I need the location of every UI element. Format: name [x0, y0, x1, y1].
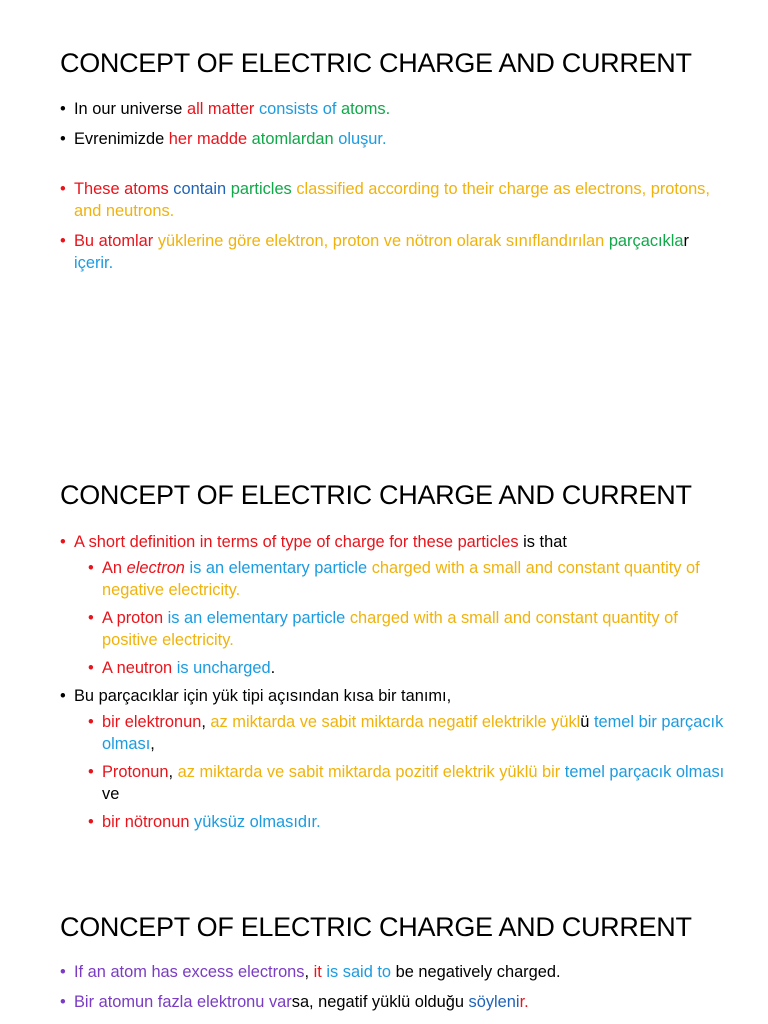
list-item: [60, 961, 728, 983]
bullet-list: [60, 98, 728, 274]
list-item: [60, 531, 728, 553]
list-item: [60, 557, 728, 601]
text-segment: .: [270, 659, 276, 677]
text-segment: temel parçacık olması: [564, 763, 725, 781]
text-segment: az miktarda ve sabit miktarda pozitif elektrik yüklü bir: [177, 763, 565, 781]
text-segment: charged with a small and constant quantity of positive electricity.: [102, 609, 678, 649]
list-item: [60, 991, 728, 1013]
text-segment: consists of: [258, 100, 341, 118]
text-segment: sa, negatif yüklü olduğu: [291, 993, 469, 1011]
text-segment: is an elementary particle: [184, 559, 372, 577]
text-segment: be negatively charged.: [395, 963, 561, 981]
list-item: [60, 685, 728, 707]
text-segment: az miktarda ve sabit miktarda negatif elektrikle yükl: [210, 713, 581, 731]
text-segment: is that: [523, 533, 567, 551]
text-segment: A short definition in terms of type of charge for these particles: [74, 533, 524, 551]
list-item: [60, 178, 728, 222]
list-item: [60, 811, 728, 833]
text-segment: içerir.: [74, 254, 114, 272]
text-segment: ,: [201, 713, 211, 731]
text-segment: contain: [173, 180, 231, 198]
slide-1: [0, 0, 768, 420]
text-segment: Evrenimizde: [74, 130, 169, 148]
text-segment: yüksüz olmasıdır.: [194, 813, 321, 831]
text-segment: parçacıkla: [608, 232, 684, 250]
text-segment: is uncharged: [176, 659, 271, 677]
text-segment: These atoms: [74, 180, 174, 198]
text-segment: is said to: [326, 963, 396, 981]
text-segment: In our universe: [74, 100, 187, 118]
text-segment: oluşur.: [338, 130, 387, 148]
text-segment: classified according to their charge as electrons, protons, and neutrons.: [74, 180, 710, 220]
slide-title: CONCEPT OF ELECTRIC CHARGE AND CURRENT: [60, 912, 692, 942]
text-segment: Bu parçacıklar için yük tipi açısından kısa bir tanımı,: [74, 687, 452, 705]
text-segment: atoms.: [340, 100, 391, 118]
text-segment: bir nötronun: [102, 813, 195, 831]
slide-title: CONCEPT OF ELECTRIC CHARGE AND CURRENT: [60, 480, 692, 510]
list-item: [60, 711, 728, 755]
text-segment: söyleni: [468, 993, 520, 1011]
text-segment: it: [313, 963, 327, 981]
slide-2: [0, 420, 768, 880]
list-item: [60, 761, 728, 805]
text-segment: A proton: [102, 609, 168, 627]
text-segment: A neutron: [102, 659, 177, 677]
text-segment: all matter: [186, 100, 259, 118]
text-segment: ,: [168, 763, 178, 781]
text-segment: atomlardan: [251, 130, 339, 148]
slide-3: [0, 880, 768, 1024]
text-segment: ve: [102, 785, 120, 803]
text-segment: Bu atomlar: [74, 232, 158, 250]
text-segment: temel bir parçacık olması: [102, 713, 724, 753]
text-segment: ü: [580, 713, 594, 731]
text-segment: ,: [304, 963, 314, 981]
text-segment: Bir atomun fazla elektronu var: [74, 993, 292, 1011]
text-segment: yüklerine göre elektron, proton ve nötron olarak sınıflandırılan: [157, 232, 609, 250]
list-item: [60, 607, 728, 651]
slide-title: CONCEPT OF ELECTRIC CHARGE AND CURRENT: [60, 48, 692, 78]
text-segment: electron: [126, 559, 185, 577]
text-segment: r.: [519, 993, 529, 1011]
list-item: [60, 128, 728, 150]
text-segment: is an elementary particle: [167, 609, 350, 627]
text-segment: ,: [150, 735, 155, 753]
text-segment: Protonun: [102, 763, 169, 781]
text-segment: particles: [230, 180, 297, 198]
bullet-list: [60, 961, 728, 1013]
list-item: [60, 657, 728, 679]
text-segment: bir elektronun: [102, 713, 202, 731]
text-segment: her madde: [168, 130, 252, 148]
text-segment: charged with a small and constant quantity of negative electricity.: [102, 559, 700, 599]
text-segment: r: [683, 232, 689, 250]
text-segment: If an atom has excess electrons: [74, 963, 305, 981]
list-item: [60, 98, 728, 120]
bullet-list: [60, 531, 728, 833]
list-item: [60, 230, 728, 274]
text-segment: An: [102, 559, 127, 577]
